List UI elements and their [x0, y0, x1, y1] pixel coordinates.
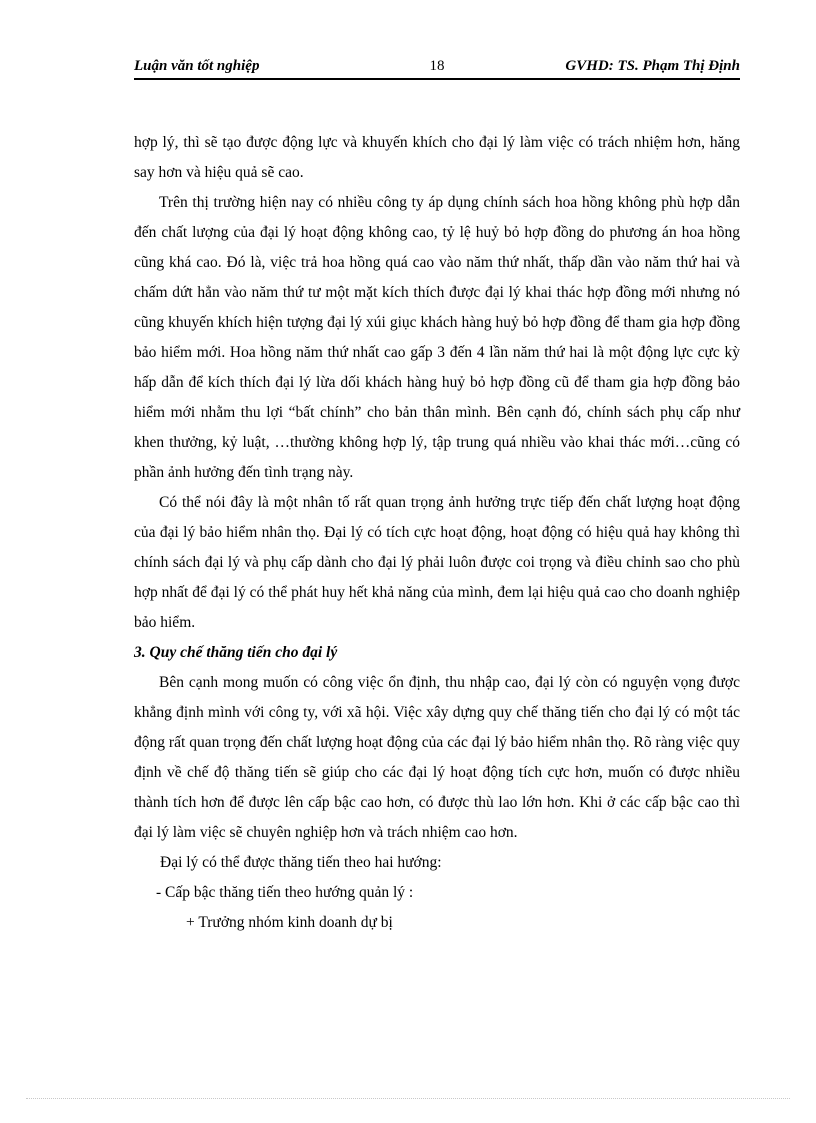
header-supervisor: GVHD: TS. Phạm Thị Định [565, 58, 740, 74]
list-item-management: - Cấp bậc thăng tiến theo hướng quản lý : [156, 884, 414, 901]
section-heading: 3. Quy chế thăng tiến cho đại lý [134, 644, 338, 661]
page-header [134, 56, 740, 80]
paragraph-commission-policy: Trên thị trường hiện nay có nhiều công ty áp dụng chính sách hoa hồng không phù hợp dẫn đến chất lượng của đại lý hoạt động không cao, tỷ lệ huỷ bỏ hợp đồng do phương án hoa hồng cũng khá cao. Đó là, việc trả hoa hồng quá cao vào năm thứ nhất, thấp dần vào năm thứ hai và chấm dứt hẳn vào năm thứ tư một mặt kích thích được đại lý khai thác hợp đồng mới nhưng nó cũng khuyến khích hiện tượng đại lý xúi giục khách hàng huỷ bỏ hợp đồng để tham gia hợp đồng bảo hiểm mới. Hoa hồng năm thứ nhất cao gấp 3 đến 4 lần năm thứ hai là một động lực cực kỳ hấp dẫn để kích thích đại lý lừa dối khách hàng huỷ bỏ hợp đồng cũ để tham gia hợp đồng bảo hiểm mới nhằm thu lợi “bất chính” cho bản thân mình. Bên cạnh đó, chính sách phụ cấp như khen thưởng, kỷ luật, …thường không hợp lý, tập trung quá nhiều vào khai thác mới…cũng có phần ảnh hưởng đến tình trạng này. [134, 194, 740, 481]
paragraph-two-directions: Đại lý có thể được thăng tiến theo hai hướng: [160, 854, 442, 871]
paragraph-continuation: hợp lý, thì sẽ tạo được động lực và khuyến khích cho đại lý làm việc có trách nhiệm hơn, hăng say hơn và hiệu quả sẽ cao. [134, 134, 740, 181]
paragraph-important-factor: Có thể nói đây là một nhân tố rất quan trọng ảnh hưởng trực tiếp đến chất lượng hoạt động của đại lý bảo hiểm nhân thọ. Đại lý có tích cực hoạt động, hoạt động có hiệu quả hay không thì chính sách đại lý và phụ cấp dành cho đại lý phải luôn được coi trọng và điều chỉnh sao cho phù hợp nhất để đại lý có thể phát huy hết khả năng của mình, đem lại hiệu quả cao cho doanh nghiệp bảo hiểm. [134, 494, 740, 631]
list-subitem-team-leader: + Trưởng nhóm kinh doanh dự bị [186, 914, 393, 931]
document-body [134, 128, 740, 938]
header-page-number: 18 [429, 58, 445, 74]
paragraph-promotion: Bên cạnh mong muốn có công việc ổn định, thu nhập cao, đại lý còn có nguyện vọng được khẳng định mình với công ty, với xã hội. Việc xây dựng quy chế thăng tiến cho đại lý có một tác động rất quan trọng đến chất lượng hoạt động của các đại lý bảo hiểm nhân thọ. Rõ ràng việc quy định về chế độ thăng tiến sẽ giúp cho các đại lý hoạt động tích cực hơn, muốn có được nhiều thành tích hơn để được lên cấp bậc cao hơn, có được thù lao lớn hơn. Khi ở các cấp bậc cao thì đại lý làm việc sẽ chuyên nghiệp hơn và trách nhiệm cao hơn. [134, 674, 740, 841]
header-thesis-title: Luận văn tốt nghiệp [134, 58, 260, 74]
page-bottom-divider [26, 1098, 790, 1099]
